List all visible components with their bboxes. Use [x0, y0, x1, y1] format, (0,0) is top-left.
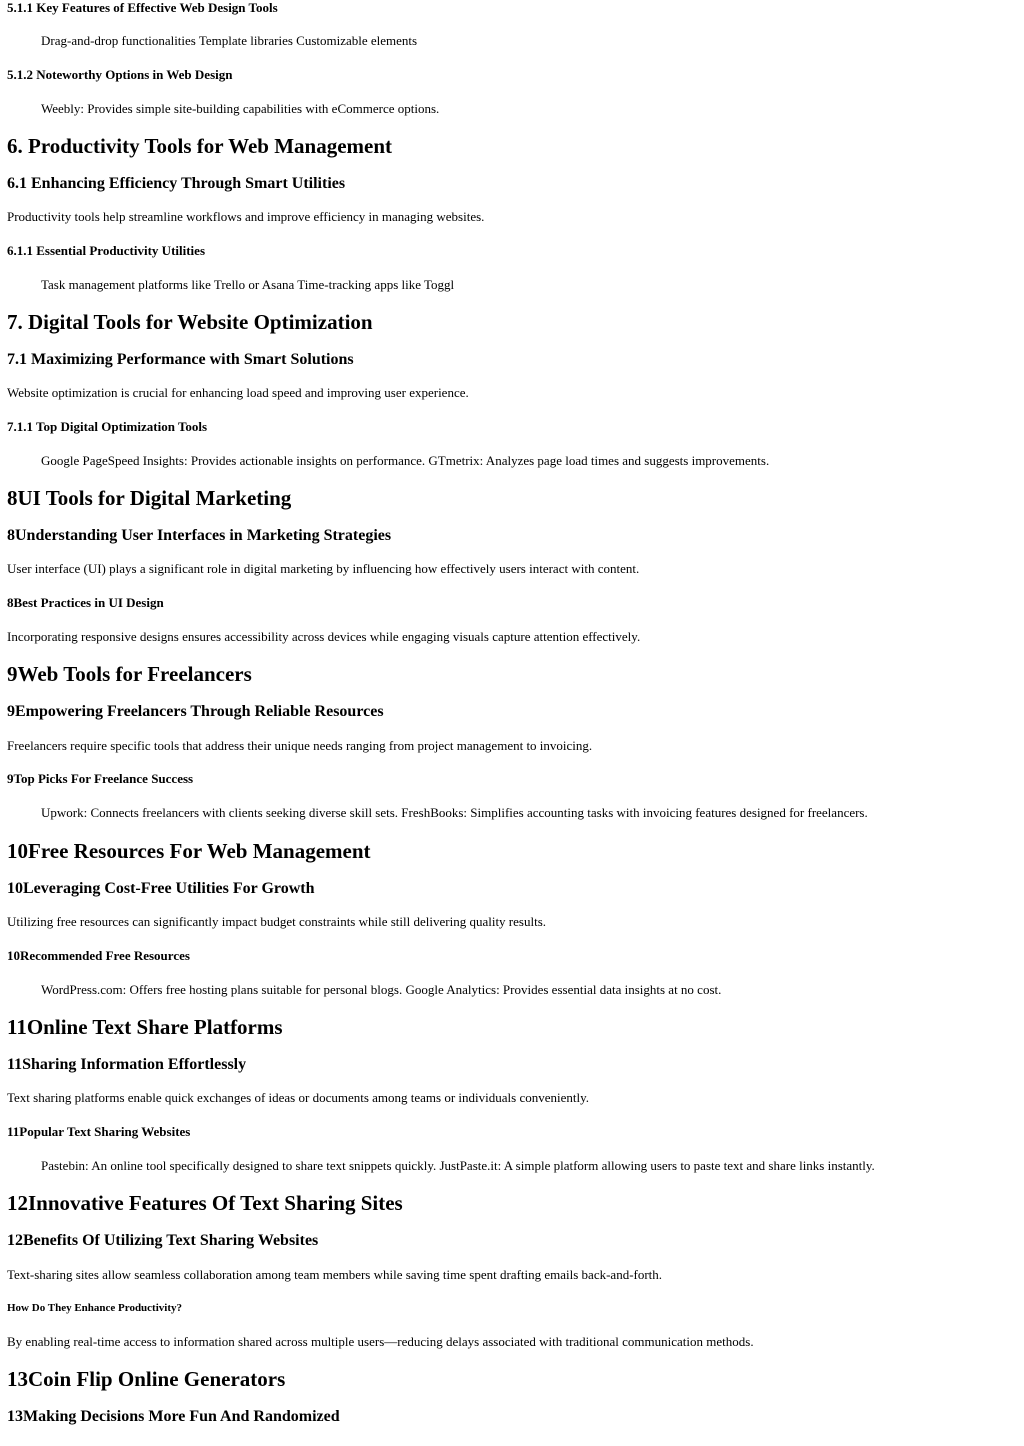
- paragraph-responsive-designs: Incorporating responsive designs ensures accessibility across devices while engaging visuals capture attention effectively.: [7, 629, 641, 644]
- heading-9-top-picks: 9Top Picks For Freelance Success: [7, 771, 194, 786]
- heading-section-11: 11Online Text Share Platforms: [7, 1015, 283, 1039]
- heading-5-1-1: 5.1.1 Key Features of Effective Web Design Tools: [7, 0, 278, 15]
- paragraph-upwork: Upwork: Connects freelancers with clients seeking diverse skill sets. FreshBooks: Simplifies accounting tasks with invoicing features designed for freelancers.: [41, 805, 868, 820]
- paragraph-pastebin: Pastebin: An online tool specifically designed to share text snippets quickly. JustPaste.it: A simple platform allowing users to paste text and share links instantly.: [41, 1158, 875, 1173]
- heading-11-sharing: 11Sharing Information Effortlessly: [7, 1056, 247, 1073]
- paragraph-productivity: Productivity tools help streamline workflows and improve efficiency in managing websites.: [7, 209, 485, 224]
- paragraph-pagespeed: Google PageSpeed Insights: Provides actionable insights on performance. GTmetrix: Analyzes page load times and suggests improvements.: [41, 453, 770, 468]
- heading-7-1: 7.1 Maximizing Performance with Smart Solutions: [7, 351, 354, 368]
- heading-8-best-practices: 8Best Practices in UI Design: [7, 595, 164, 610]
- heading-section-7: 7. Digital Tools for Website Optimization: [7, 310, 373, 334]
- heading-7-1-1: 7.1.1 Top Digital Optimization Tools: [7, 419, 208, 434]
- heading-8-understanding: 8Understanding User Interfaces in Marketing Strategies: [7, 527, 392, 544]
- heading-10-leveraging: 10Leveraging Cost-Free Utilities For Growth: [7, 880, 315, 897]
- paragraph-freelancers: Freelancers require specific tools that address their unique needs ranging from project management to invoicing.: [7, 738, 593, 753]
- paragraph-weebly: Weebly: Provides simple site-building capabilities with eCommerce options.: [41, 101, 440, 116]
- heading-11-popular: 11Popular Text Sharing Websites: [7, 1124, 191, 1139]
- heading-how-enhance-productivity: How Do They Enhance Productivity?: [7, 1302, 182, 1314]
- heading-5-1-2: 5.1.2 Noteworthy Options in Web Design: [7, 67, 233, 82]
- paragraph-optimization: Website optimization is crucial for enhancing load speed and improving user experience.: [7, 385, 469, 400]
- heading-section-9: 9Web Tools for Freelancers: [7, 662, 252, 686]
- heading-section-8: 8UI Tools for Digital Marketing: [7, 486, 292, 510]
- paragraph-wordpress: WordPress.com: Offers free hosting plans suitable for personal blogs. Google Analytics: Provides essential data insights at no cost.: [41, 982, 722, 997]
- heading-6-1-1: 6.1.1 Essential Productivity Utilities: [7, 243, 206, 258]
- paragraph-collaboration: Text-sharing sites allow seamless collaboration among team members while saving time spent drafting emails back-and-forth.: [7, 1267, 663, 1282]
- heading-9-empowering: 9Empowering Freelancers Through Reliable Resources: [7, 703, 384, 720]
- heading-section-12: 12Innovative Features Of Text Sharing Sites: [7, 1191, 403, 1215]
- heading-12-benefits: 12Benefits Of Utilizing Text Sharing Websites: [7, 1232, 319, 1249]
- heading-13-decisions: 13Making Decisions More Fun And Randomized: [7, 1408, 340, 1425]
- heading-section-10: 10Free Resources For Web Management: [7, 839, 371, 863]
- paragraph-ui-marketing: User interface (UI) plays a significant role in digital marketing by influencing how effectively users interact with content.: [7, 561, 640, 576]
- heading-6-1: 6.1 Enhancing Efficiency Through Smart Utilities: [7, 175, 346, 192]
- paragraph-free-resources: Utilizing free resources can significantly impact budget constraints while still delivering quality results.: [7, 914, 546, 929]
- heading-section-6: 6. Productivity Tools for Web Management: [7, 134, 393, 158]
- heading-section-13: 13Coin Flip Online Generators: [7, 1367, 286, 1391]
- paragraph-design-features: Drag-and-drop functionalities Template libraries Customizable elements: [41, 33, 418, 48]
- paragraph-text-sharing: Text sharing platforms enable quick exchanges of ideas or documents among teams or individuals conveniently.: [7, 1090, 590, 1105]
- paragraph-task-management: Task management platforms like Trello or Asana Time-tracking apps like Toggl: [41, 277, 455, 292]
- heading-10-recommended: 10Recommended Free Resources: [7, 948, 190, 963]
- paragraph-real-time-access: By enabling real-time access to information shared across multiple users—reducing delays associated with traditional communication methods.: [7, 1334, 754, 1349]
